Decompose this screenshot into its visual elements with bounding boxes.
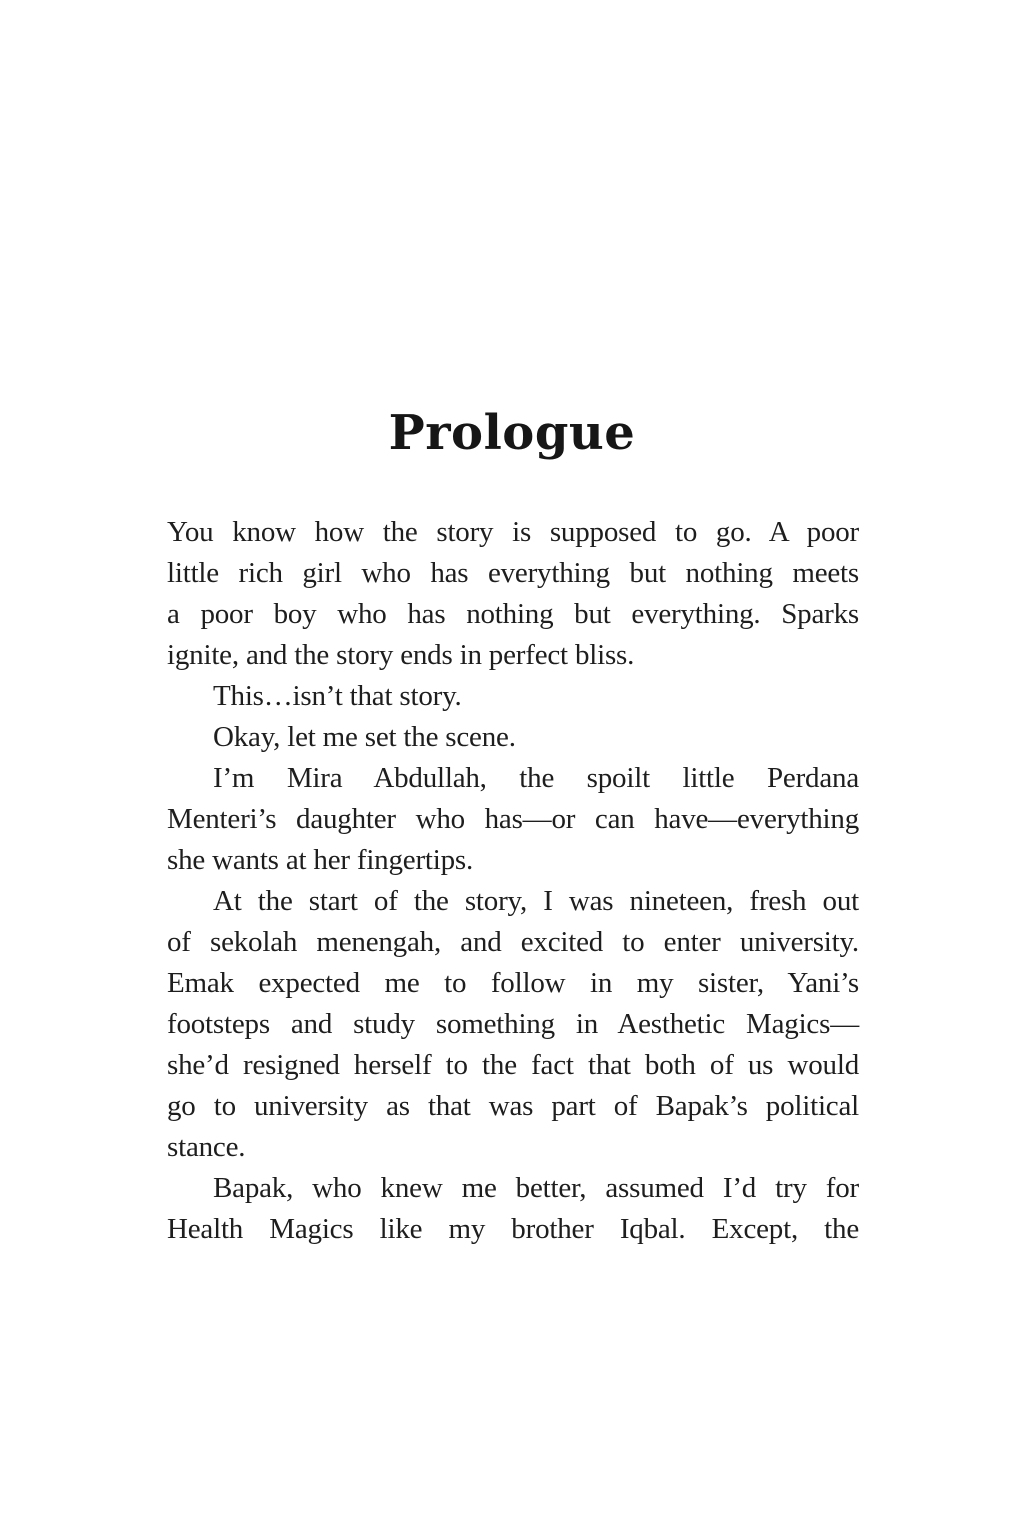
text-line: she’d resigned herself to the fact that both of us would	[167, 1049, 859, 1081]
text-line: a poor boy who has nothing but everything. Sparks	[167, 598, 859, 630]
text-line: You know how the story is supposed to go. A poor	[167, 516, 859, 548]
text-line: At the start of the story, I was nineteen, fresh out	[213, 885, 859, 917]
text-line: of sekolah menengah, and excited to enter university.	[167, 926, 859, 958]
text-line: Menteri’s daughter who has—or can have—everything	[167, 803, 859, 835]
text-line: ignite, and the story ends in perfect bliss.	[167, 639, 635, 671]
text-line: This…isn’t that story.	[213, 680, 462, 712]
text-line: stance.	[167, 1131, 246, 1163]
text-line: Emak expected me to follow in my sister, Yani’s	[167, 967, 859, 999]
text-line: go to university as that was part of Bapak’s political	[167, 1090, 859, 1122]
text-line: Bapak, who knew me better, assumed I’d try for	[213, 1172, 859, 1204]
paragraph	[167, 758, 859, 881]
text-line: I’m Mira Abdullah, the spoilt little Perdana	[213, 762, 859, 794]
text-line: little rich girl who has everything but nothing meets	[167, 557, 859, 589]
paragraph	[167, 512, 859, 676]
text-line: Health Magics like my brother Iqbal. Except, the	[167, 1213, 859, 1245]
paragraph	[167, 717, 859, 758]
text-line: Okay, let me set the scene.	[213, 721, 516, 753]
body-text	[167, 512, 859, 1250]
chapter-title: Prologue	[388, 405, 636, 462]
text-line: footsteps and study something in Aesthetic Magics—	[167, 1008, 859, 1040]
paragraph	[167, 676, 859, 717]
paragraph	[167, 1168, 859, 1250]
text-line: she wants at her fingertips.	[167, 844, 474, 876]
paragraph	[167, 881, 859, 1168]
